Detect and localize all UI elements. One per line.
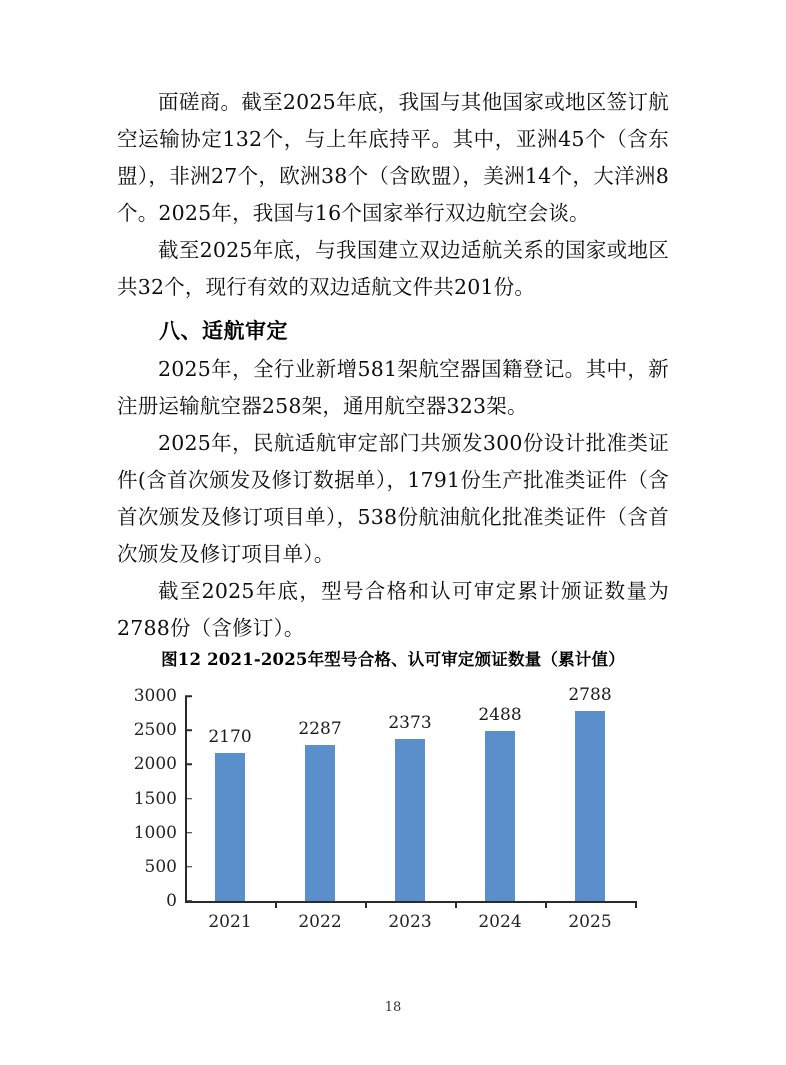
x-category-label: 2024: [478, 912, 522, 932]
x-tick-mark: [275, 901, 277, 908]
paragraph-certificates-issued: 2025年，民航适航审定部门共颁发300份设计批准类证件(含首次颁发及修订数据单），1791份生产批准类证件（含首次颁发及修订项目单），538份航油航化批准类证件（含首次颁发及修订项目单）。: [117, 431, 669, 566]
paragraph-bilateral-airworthiness: 截至2025年底，与我国建立双边适航关系的国家或地区共32个，现行有效的双边适航文件共201份。: [117, 238, 669, 299]
x-tick-mark: [455, 901, 457, 908]
bar-value-label: 2488: [478, 704, 522, 725]
bar-value-label: 2287: [298, 718, 342, 739]
figure-title: 图12 2021-2025年型号合格、认可审定颁证数量（累计值）: [161, 650, 625, 669]
figure-12: [117, 648, 669, 941]
y-tick-label: 500: [144, 856, 177, 877]
bar: [215, 753, 245, 901]
x-tick-mark: [545, 901, 547, 908]
x-tick-mark: [635, 901, 637, 908]
paragraph-air-transport-agreements: 面磋商。截至2025年底，我国与其他国家或地区签订航空运输协定132个，与上年底持平。其中，亚洲45个（含东盟），非洲27个，欧洲38个（含欧盟），美洲14个，大洋洲8个。2025年，我国与16个国家举行双边航空会谈。: [117, 90, 669, 225]
bar-value-label: 2373: [388, 712, 432, 733]
y-tick-label: 0: [166, 891, 177, 911]
paragraph-aircraft-registration: 2025年，全行业新增581架航空器国籍登记。其中，新注册运输航空器258架，通用航空器323架。: [117, 357, 669, 418]
bar-value-label: 2788: [568, 684, 612, 705]
paragraph-cumulative-certificates: 截至2025年底，型号合格和认可审定累计颁证数量为2788份（含修订）。: [117, 579, 669, 640]
x-category-label: 2021: [208, 912, 252, 932]
bar: [575, 711, 605, 902]
x-category-label: 2022: [298, 912, 342, 932]
bar-chart: [117, 686, 669, 941]
bar: [395, 739, 425, 901]
x-category-label: 2025: [568, 912, 612, 932]
y-tick-label: 2000: [133, 754, 177, 775]
section-heading-airworthiness-certification: 八、适航审定: [159, 318, 288, 343]
x-tick-mark: [365, 901, 367, 908]
y-tick-label: 2500: [133, 720, 177, 741]
page-number: 18: [384, 1000, 402, 1015]
document-body: [117, 84, 669, 647]
bar: [485, 731, 515, 901]
x-axis-line: [185, 901, 635, 903]
bar: [305, 745, 335, 901]
bar-value-label: 2170: [208, 726, 252, 747]
y-axis-tick-labels: [117, 686, 177, 912]
y-tick-label: 3000: [133, 686, 177, 706]
y-tick-label: 1000: [133, 822, 177, 843]
y-tick-label: 1500: [133, 788, 177, 809]
x-category-label: 2023: [388, 912, 432, 932]
